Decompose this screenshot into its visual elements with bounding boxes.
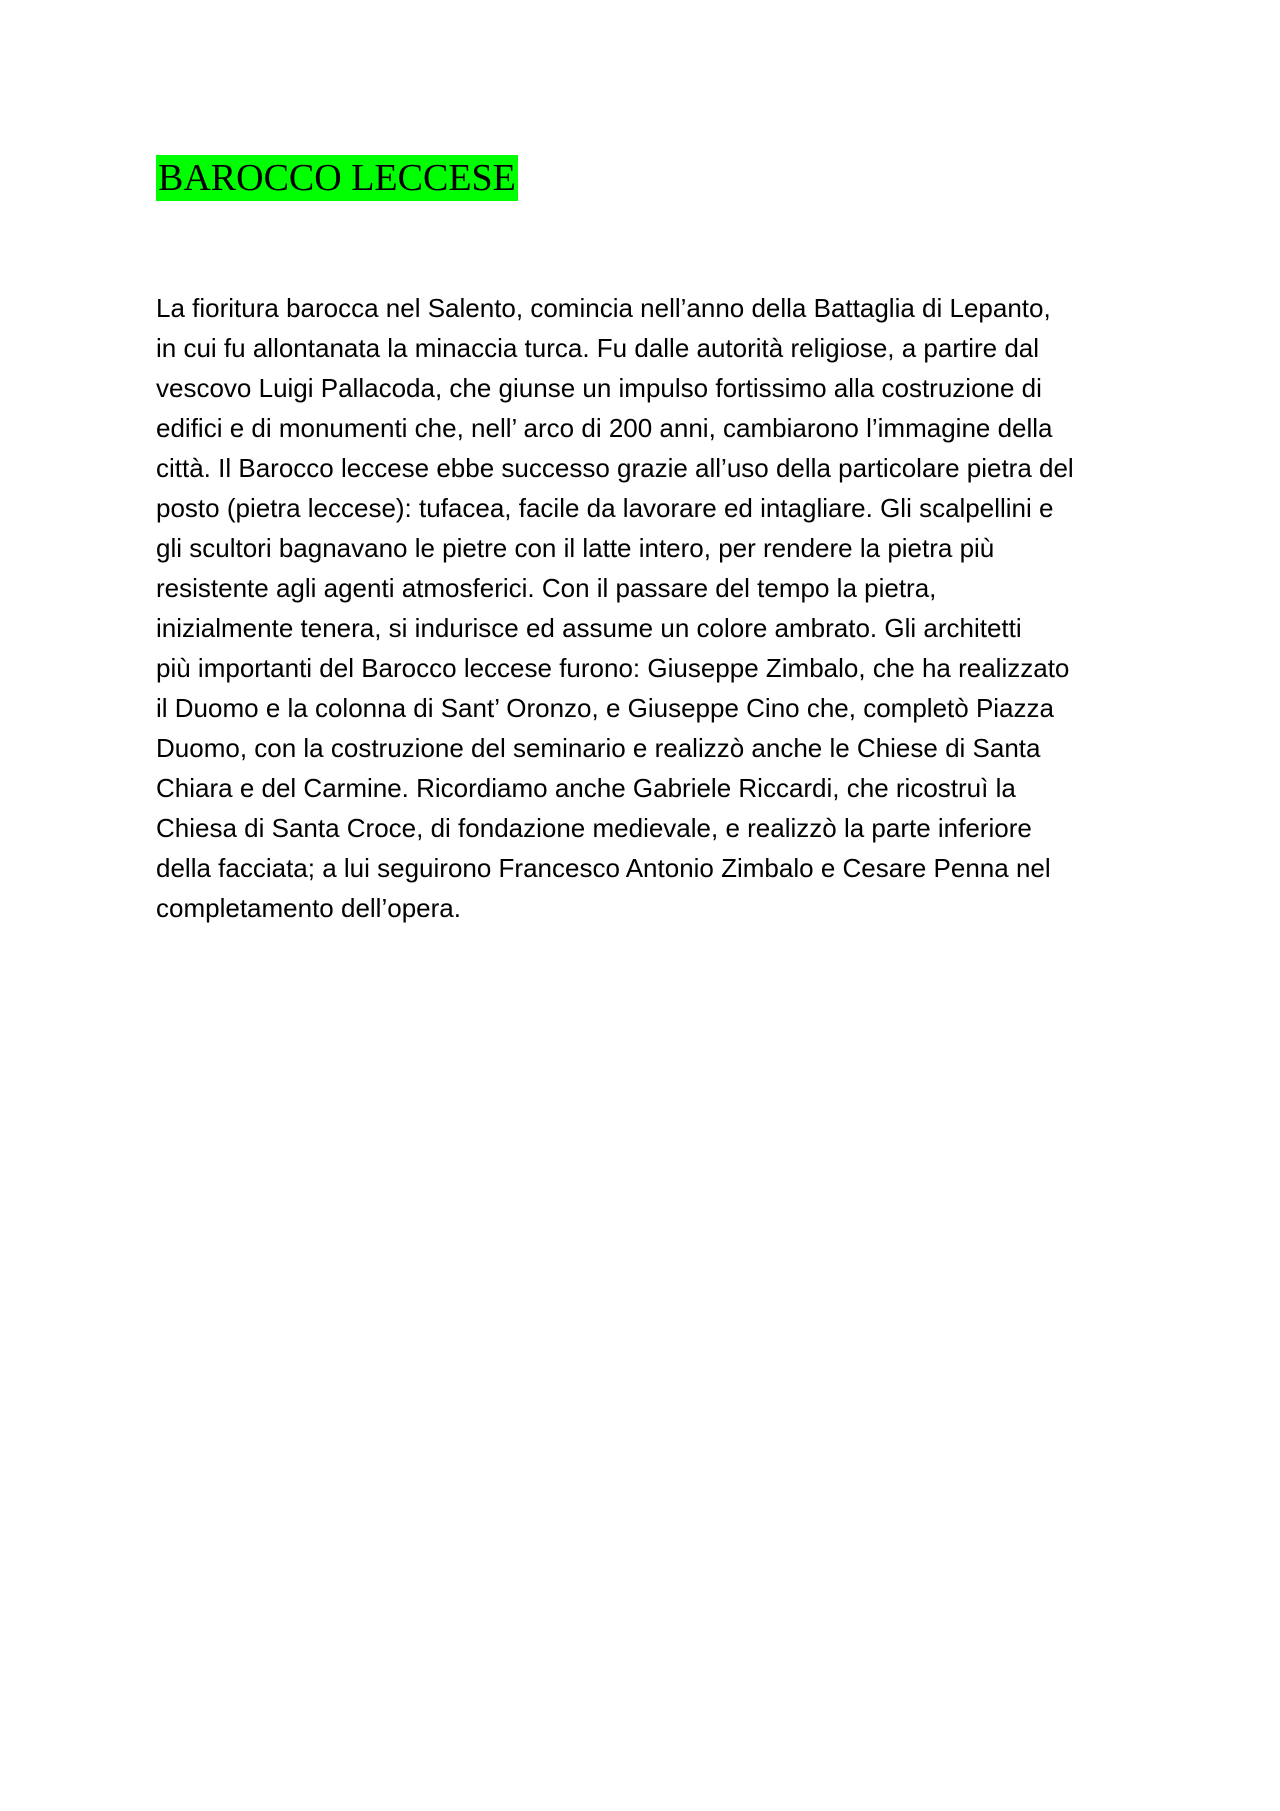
paragraph-line: il Duomo e la colonna di Sant’ Oronzo, e Giuseppe Cino che, completò Piazza — [156, 693, 1054, 723]
paragraph-line: città. Il Barocco leccese ebbe successo grazie all’uso della particolare pietra del — [156, 453, 1074, 483]
paragraph-line: in cui fu allontanata la minaccia turca. Fu dalle autorità religiose, a partire dal — [156, 333, 1040, 363]
paragraph-line: più importanti del Barocco leccese furono: Giuseppe Zimbalo, che ha realizzato — [156, 653, 1070, 683]
paragraph-line: posto (pietra leccese): tufacea, facile da lavorare ed intagliare. Gli scalpellini e — [156, 493, 1054, 523]
paragraph-line: vescovo Luigi Pallacoda, che giunse un impulso fortissimo alla costruzione di — [156, 373, 1042, 403]
paragraph-line: inizialmente tenera, si indurisce ed assume un colore ambrato. Gli architetti — [156, 613, 1022, 643]
paragraph-line: gli scultori bagnavano le pietre con il latte intero, per rendere la pietra più — [156, 533, 995, 563]
paragraph-line: Duomo, con la costruzione del seminario e realizzò anche le Chiese di Santa — [156, 733, 1041, 763]
paragraph-line: completamento dell’opera. — [156, 893, 461, 923]
paragraph-line: La fioritura barocca nel Salento, comincia nell’anno della Battaglia di Lepanto, — [156, 293, 1051, 323]
paragraph-line: resistente agli agenti atmosferici. Con il passare del tempo la pietra, — [156, 573, 937, 603]
paragraph-line: edifici e di monumenti che, nell’ arco di 200 anni, cambiarono l’immagine della — [156, 413, 1053, 443]
paragraph-line: Chiara e del Carmine. Ricordiamo anche Gabriele Riccardi, che ricostruì la — [156, 773, 1016, 803]
body-paragraph — [156, 288, 1156, 928]
paragraph-line: della facciata; a lui seguirono Francesco Antonio Zimbalo e Cesare Penna nel — [156, 853, 1051, 883]
paragraph-line: Chiesa di Santa Croce, di fondazione medievale, e realizzò la parte inferiore — [156, 813, 1032, 843]
document-title: BAROCCO LECCESE — [158, 157, 516, 199]
